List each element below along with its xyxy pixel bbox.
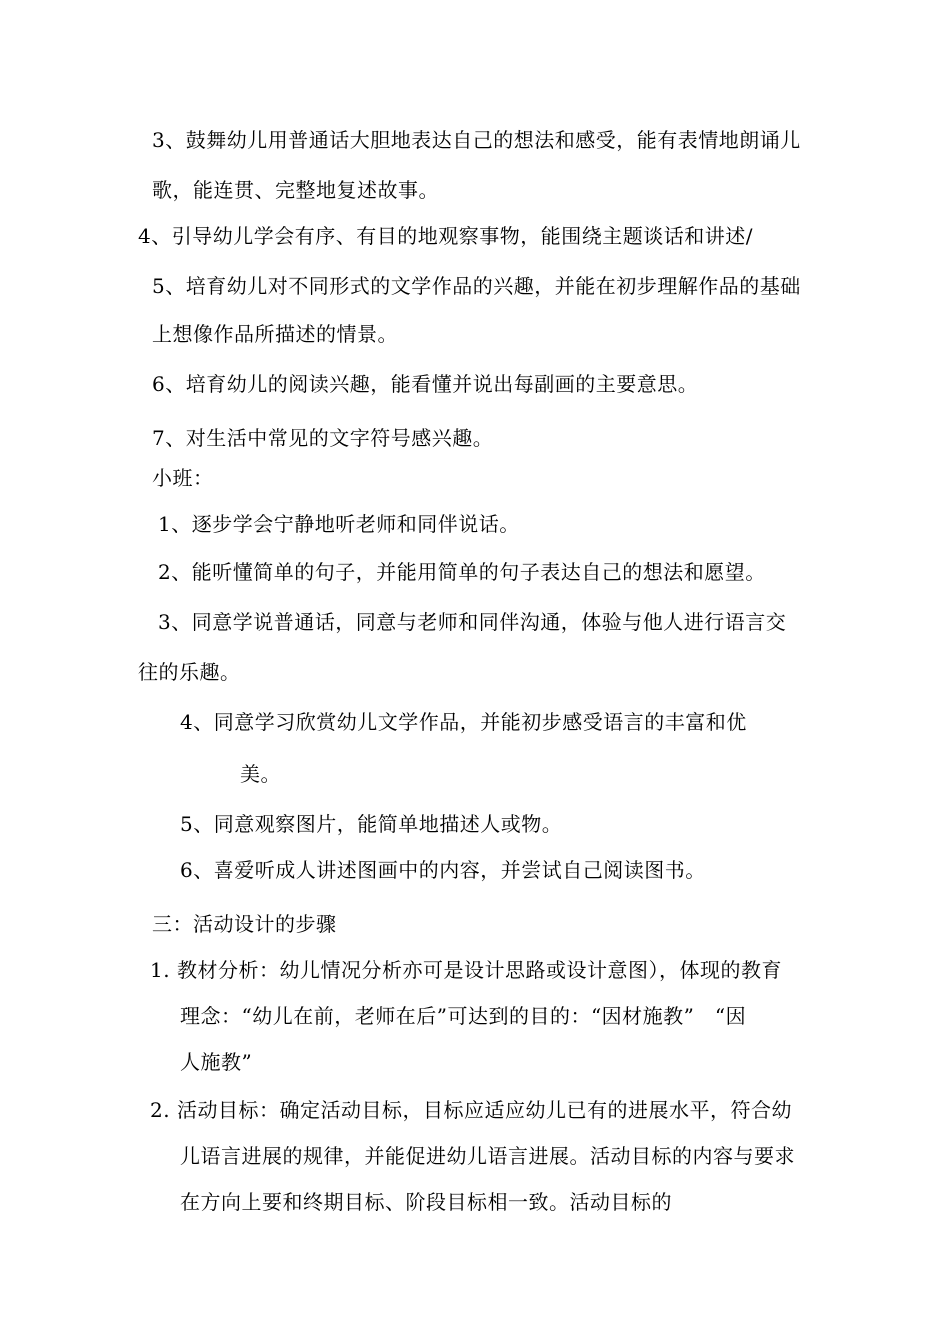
text-line: 3、同意学说普通话，同意与老师和同伴沟通，体验与他人进行语言交 — [158, 610, 787, 634]
section-heading: 三：活动设计的步骤 — [152, 912, 337, 936]
text-line: 美。 — [240, 762, 281, 786]
text-line: 6、培育幼儿的阅读兴趣，能看懂并说出每副画的主要意思。 — [152, 372, 699, 396]
text-line: 在方向上要和终期目标、阶段目标相一致。活动目标的 — [180, 1190, 672, 1214]
text-line: 歌，能连贯、完整地复述故事。 — [152, 178, 439, 202]
text-line: 6、喜爱听成人讲述图画中的内容，并尝试自己阅读图书。 — [180, 858, 706, 882]
text-line: 7、对生活中常见的文字符号感兴趣。 — [152, 426, 494, 450]
text-line: 往的乐趣。 — [138, 660, 241, 684]
text-line: 5、同意观察图片，能简单地描述人或物。 — [180, 812, 563, 836]
text-line: 人施教” — [180, 1050, 253, 1074]
text-line: 儿语言进展的规律，并能促进幼儿语言进展。活动目标的内容与要求 — [180, 1144, 795, 1168]
text-line: 1、逐步学会宁静地听老师和同伴说话。 — [158, 512, 520, 536]
text-line: 上想像作品所描述的情景。 — [152, 322, 398, 346]
text-line: 4、引导幼儿学会有序、有目的地观察事物，能围绕主题谈话和讲述/ — [138, 224, 753, 248]
text-line: 2、能听懂简单的句子，并能用简单的句子表达自己的想法和愿望。 — [158, 560, 766, 584]
text-line: 4、同意学习欣赏幼儿文学作品，并能初步感受语言的丰富和优 — [180, 710, 747, 734]
list-item: 2. 活动目标：确定活动目标，目标应适应幼儿已有的进展水平，符合幼 — [150, 1098, 792, 1122]
text-line: 3、鼓舞幼儿用普通话大胆地表达自己的想法和感受，能有表情地朗诵儿 — [152, 128, 801, 152]
text-line: 5、培育幼儿对不同形式的文学作品的兴趣，并能在初步理解作品的基础 — [152, 274, 801, 298]
text-line: 理念：“幼儿在前，老师在后”可达到的目的：“因材施教” “因 — [180, 1004, 747, 1028]
section-heading: 小班： — [152, 466, 214, 490]
list-item: 1. 教材分析：幼儿情况分析亦可是设计思路或设计意图），体现的教育 — [150, 958, 782, 982]
